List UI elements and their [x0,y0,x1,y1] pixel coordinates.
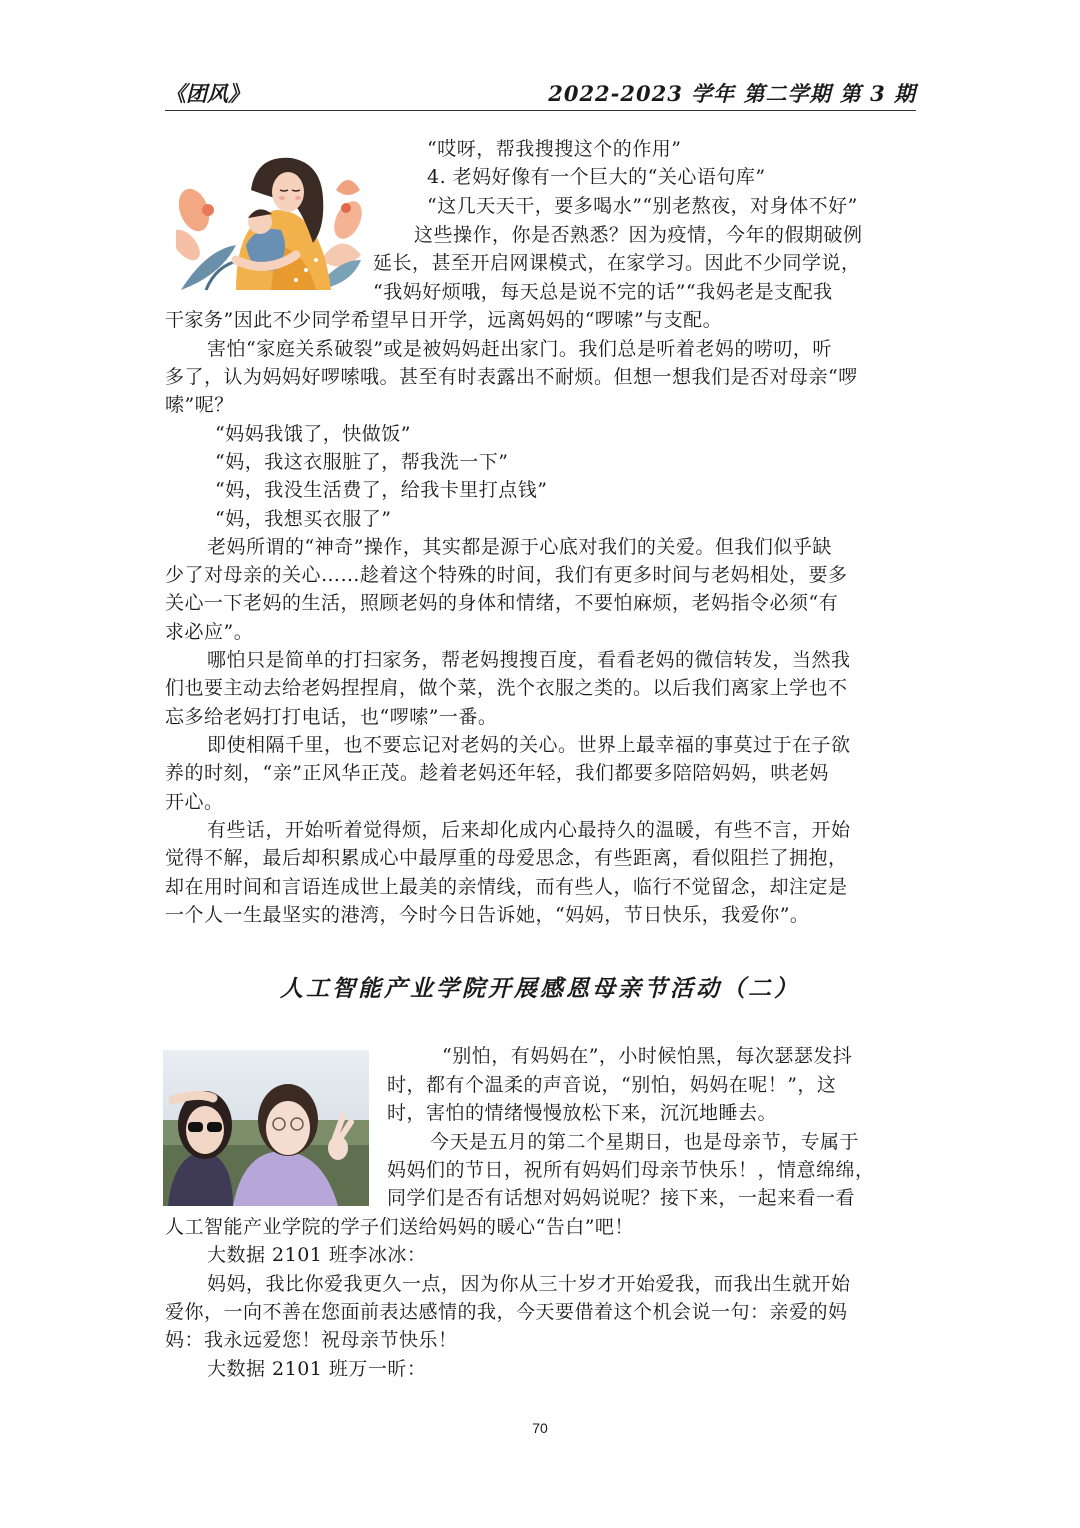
publication-name: 《团风》 [165,81,249,106]
text-line: “这几天天干，要多喝水”“别老熬夜，对身体不好” [427,195,858,217]
text-line: “我妈好烦哦，每天总是说不完的话”“我妈老是支配我 [373,281,833,303]
students-photo [163,1050,369,1206]
header-divider [165,110,916,111]
text-line: 时，害怕的情绪慢慢放松下来，沉沉地睡去。 [387,1102,778,1124]
text-line: 大数据 2101 班万一昕： [207,1358,427,1380]
text-line: 即使相隔千里，也不要忘记对老妈的关心。世界上最幸福的事莫过于在子欲 [207,734,851,756]
text-line: “妈妈我饿了，快做饭” [215,423,411,445]
issue-info: 2022-2023 学年 第二学期 第 3 期 [548,81,916,106]
text-line: 却在用时间和言语连成世上最美的亲情线，而有些人，临行不觉留念，却注定是 [165,876,848,898]
text-line: 们也要主动去给老妈捏捏肩，做个菜，洗个衣服之类的。以后我们离家上学也不 [165,677,848,699]
text-line: 大数据 2101 班李冰冰： [207,1244,427,1266]
text-line: 妈妈，我比你爱我更久一点，因为你从三十岁才开始爱我，而我出生就开始 [207,1273,851,1295]
text-line: 这些操作，你是否熟悉？因为疫情，今年的假期破例 [414,224,863,246]
text-line: 嗦”呢？ [165,394,234,416]
text-line: 求必应”。 [165,621,254,643]
text-line: “哎呀，帮我搜搜这个的作用” [427,138,682,160]
text-line: 人工智能产业学院的学子们送给妈妈的暖心“告白”吧！ [165,1216,634,1238]
text-line: 觉得不解，最后却积累成心中最厚重的母爱思念，有些距离，看似阻拦了拥抱， [165,847,848,869]
text-line: 一个人一生最坚实的港湾，今时今日告诉她，“妈妈，节日快乐，我爱你”。 [165,904,810,926]
text-line: 延长，甚至开启网课模式，在家学习。因此不少同学说， [373,252,861,274]
text-line: 时，都有个温柔的声音说，“别怕，妈妈在呢！”，这 [387,1074,837,1096]
text-line: 妈：我永远爱您！祝母亲节快乐！ [165,1329,458,1351]
text-line: “别怕，有妈妈在”，小时候怕黑，每次瑟瑟发抖 [442,1045,853,1067]
text-line: “妈，我这衣服脏了，帮我洗一下” [215,451,509,473]
text-line: 哪怕只是简单的打扫家务，帮老妈搜搜百度，看看老妈的微信转发，当然我 [207,649,851,671]
text-line: 同学们是否有话想对妈妈说呢？接下来，一起来看一看 [387,1187,856,1209]
text-line: “妈，我想买衣服了” [215,508,392,530]
text-line: 关心一下老妈的生活，照顾老妈的身体和情绪，不要怕麻烦，老妈指令必须“有 [165,592,839,614]
text-line: 多了，认为妈妈好啰嗦哦。甚至有时表露出不耐烦。但想一想我们是否对母亲“啰 [165,366,858,388]
text-line: 今天是五月的第二个星期日，也是母亲节，专属于 [430,1131,860,1153]
mother-child-illustration [176,150,368,295]
text-line: 干家务”因此不少同学希望早日开学，远离妈妈的“啰嗦”与支配。 [165,309,723,331]
text-line: 妈妈们的节日，祝所有妈妈们母亲节快乐！，情意绵绵， [387,1159,875,1181]
text-line: 少了对母亲的关心……趁着这个特殊的时间，我们有更多时间与老妈相处，要多 [165,564,848,586]
text-line: 有些话，开始听着觉得烦，后来却化成内心最持久的温暖，有些不言，开始 [207,819,851,841]
text-line: 开心。 [165,791,224,813]
text-line: 4. 老妈好像有一个巨大的“关心语句库” [427,166,766,188]
text-line: 害怕“家庭关系破裂”或是被妈妈赶出家门。我们总是听着老妈的唠叨，听 [207,338,832,360]
page-number: 70 [532,1420,548,1436]
text-line: 忘多给老妈打打电话，也“啰嗦”一番。 [165,706,498,728]
text-line: 爱你，一向不善在您面前表达感情的我，今天要借着这个机会说一句：亲爱的妈 [165,1301,848,1323]
text-line: “妈，我没生活费了，给我卡里打点钱” [215,479,548,501]
text-line: 老妈所谓的“神奇”操作，其实都是源于心底对我们的关爱。但我们似乎缺 [207,536,832,558]
text-line: 养的时刻，“亲”正风华正茂。趁着老妈还年轻，我们都要多陪陪妈妈，哄老妈 [165,762,829,784]
article-title: 人工智能产业学院开展感恩母亲节活动（二） [280,975,800,1002]
